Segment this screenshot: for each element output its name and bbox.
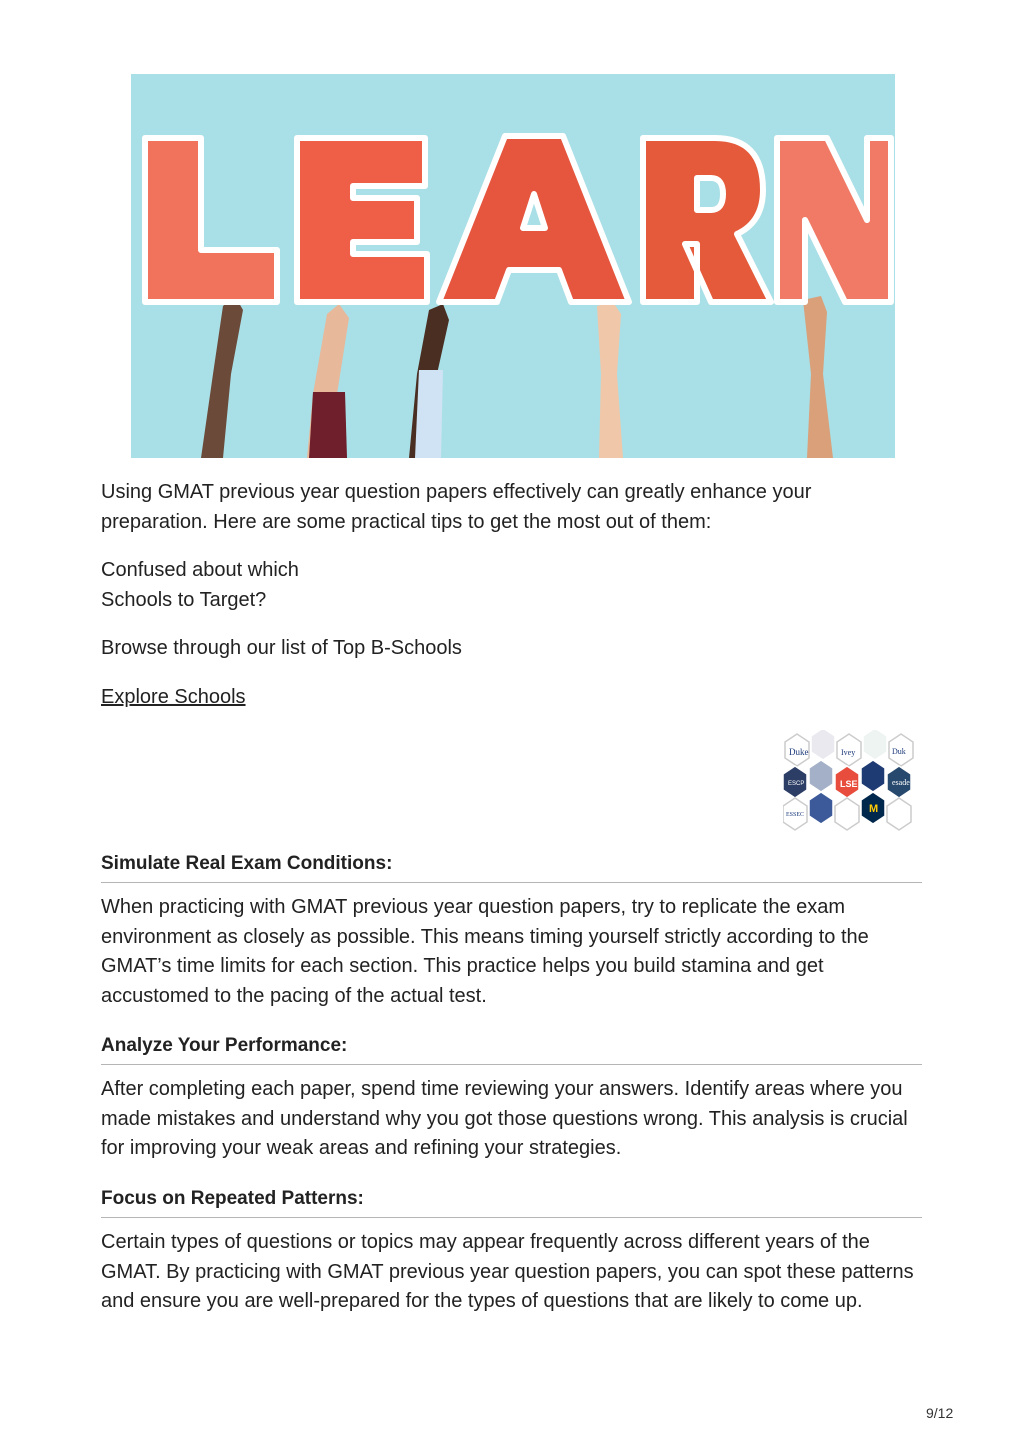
section-body-analyze: After completing each paper, spend time reviewing your answers. Identify areas where you made mistakes and understand why you got those questions wrong. This analysis is crucial for improving your weak areas and refining your strategies. (101, 1078, 908, 1159)
explore-schools-link[interactable]: Explore Schools (101, 686, 246, 708)
letter-n (777, 138, 891, 302)
learn-illustration (131, 74, 895, 458)
arm-4 (597, 302, 623, 458)
collage-graphic (783, 730, 923, 834)
promo-browse-text: Browse through our list of Top B-Schools (101, 637, 462, 659)
logo-ivey: Ivey (841, 748, 856, 757)
logo-esade-1: esade (892, 778, 910, 787)
letter-l (145, 138, 277, 302)
section-heading-simulate: Simulate Real Exam Conditions: (101, 852, 922, 883)
section-heading-patterns: Focus on Repeated Patterns: (101, 1187, 922, 1218)
letter-e (297, 138, 427, 302)
logo-essec: ESSEC (786, 812, 805, 818)
promo-line-2: Schools to Target? (101, 588, 267, 611)
letter-r (643, 138, 771, 302)
sleeve-2 (309, 392, 347, 458)
logo-duke: Duke (789, 747, 809, 757)
logo-lse: LSE (840, 779, 858, 789)
logo-michigan: M (869, 803, 879, 815)
arm-5 (803, 296, 833, 458)
section-heading-analyze: Analyze Your Performance: (101, 1034, 922, 1065)
arm-1 (201, 296, 243, 458)
section-body-simulate: When practicing with GMAT previous year question papers, try to replicate the exam environment as closely as possible. This means timing yourself strictly according to the GMAT’s time limits for each section. This practice helps you build stamina and get accustomed to the pacing of the actual test. (101, 896, 869, 1007)
page-number: 9/12 (926, 1405, 954, 1421)
school-logos-collage[interactable] (783, 730, 923, 834)
logo-duke-2: Duk (892, 747, 906, 756)
promo-link-wrap (101, 683, 923, 713)
hero-image (131, 74, 895, 458)
promo-question (101, 556, 923, 615)
letter-a (439, 136, 629, 302)
intro-paragraph: Using GMAT previous year question papers effectively can greatly enhance your preparation. Here are some practical tips to get the most out of them: (101, 481, 812, 533)
section-body-patterns: Certain types of questions or topics may appear frequently across different years of the GMAT. By practicing with GMAT previous year question papers, you can spot these patterns and ensure you are well-prepared for the types of questions that are likely to come up. (101, 1231, 914, 1312)
logo-escp: ESCP (788, 781, 805, 787)
promo-line-1: Confused about which (101, 559, 299, 581)
sleeve-3 (415, 370, 443, 458)
